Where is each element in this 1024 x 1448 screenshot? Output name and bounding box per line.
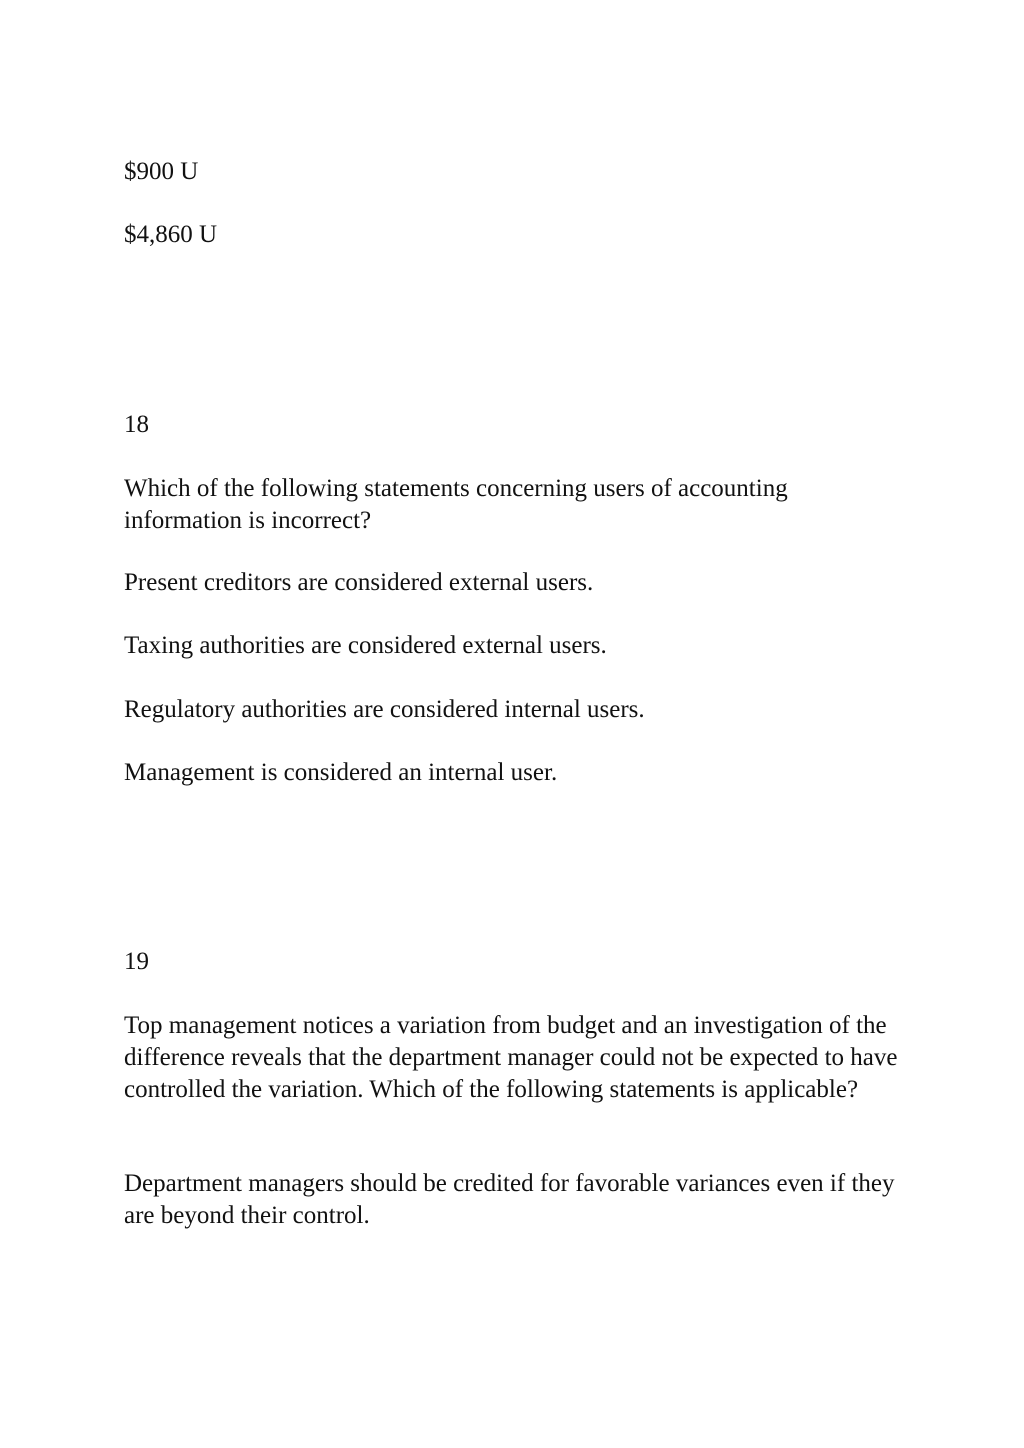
answer-choice: Management is considered an internal user. <box>124 759 558 786</box>
answer-choice: Department managers should be credited for favorable variances even if they are beyond their control. <box>124 1170 895 1229</box>
question-prompt: Top management notices a variation from budget and an investigation of the difference reveals that the department manager could not be expected to have controlled the variation. Which of the following statements is applicable? <box>124 1012 898 1103</box>
question-number: 18 <box>124 411 149 438</box>
answer-choice: Regulatory authorities are considered internal users. <box>124 696 645 723</box>
answer-choice: $4,860 U <box>124 221 218 248</box>
answer-choice: $900 U <box>124 158 199 185</box>
question-prompt: Which of the following statements concerning users of accounting information is incorrect? <box>124 475 788 534</box>
answer-choice: Present creditors are considered external users. <box>124 569 594 596</box>
answer-choice: Taxing authorities are considered external users. <box>124 632 607 659</box>
question-number: 19 <box>124 948 149 975</box>
